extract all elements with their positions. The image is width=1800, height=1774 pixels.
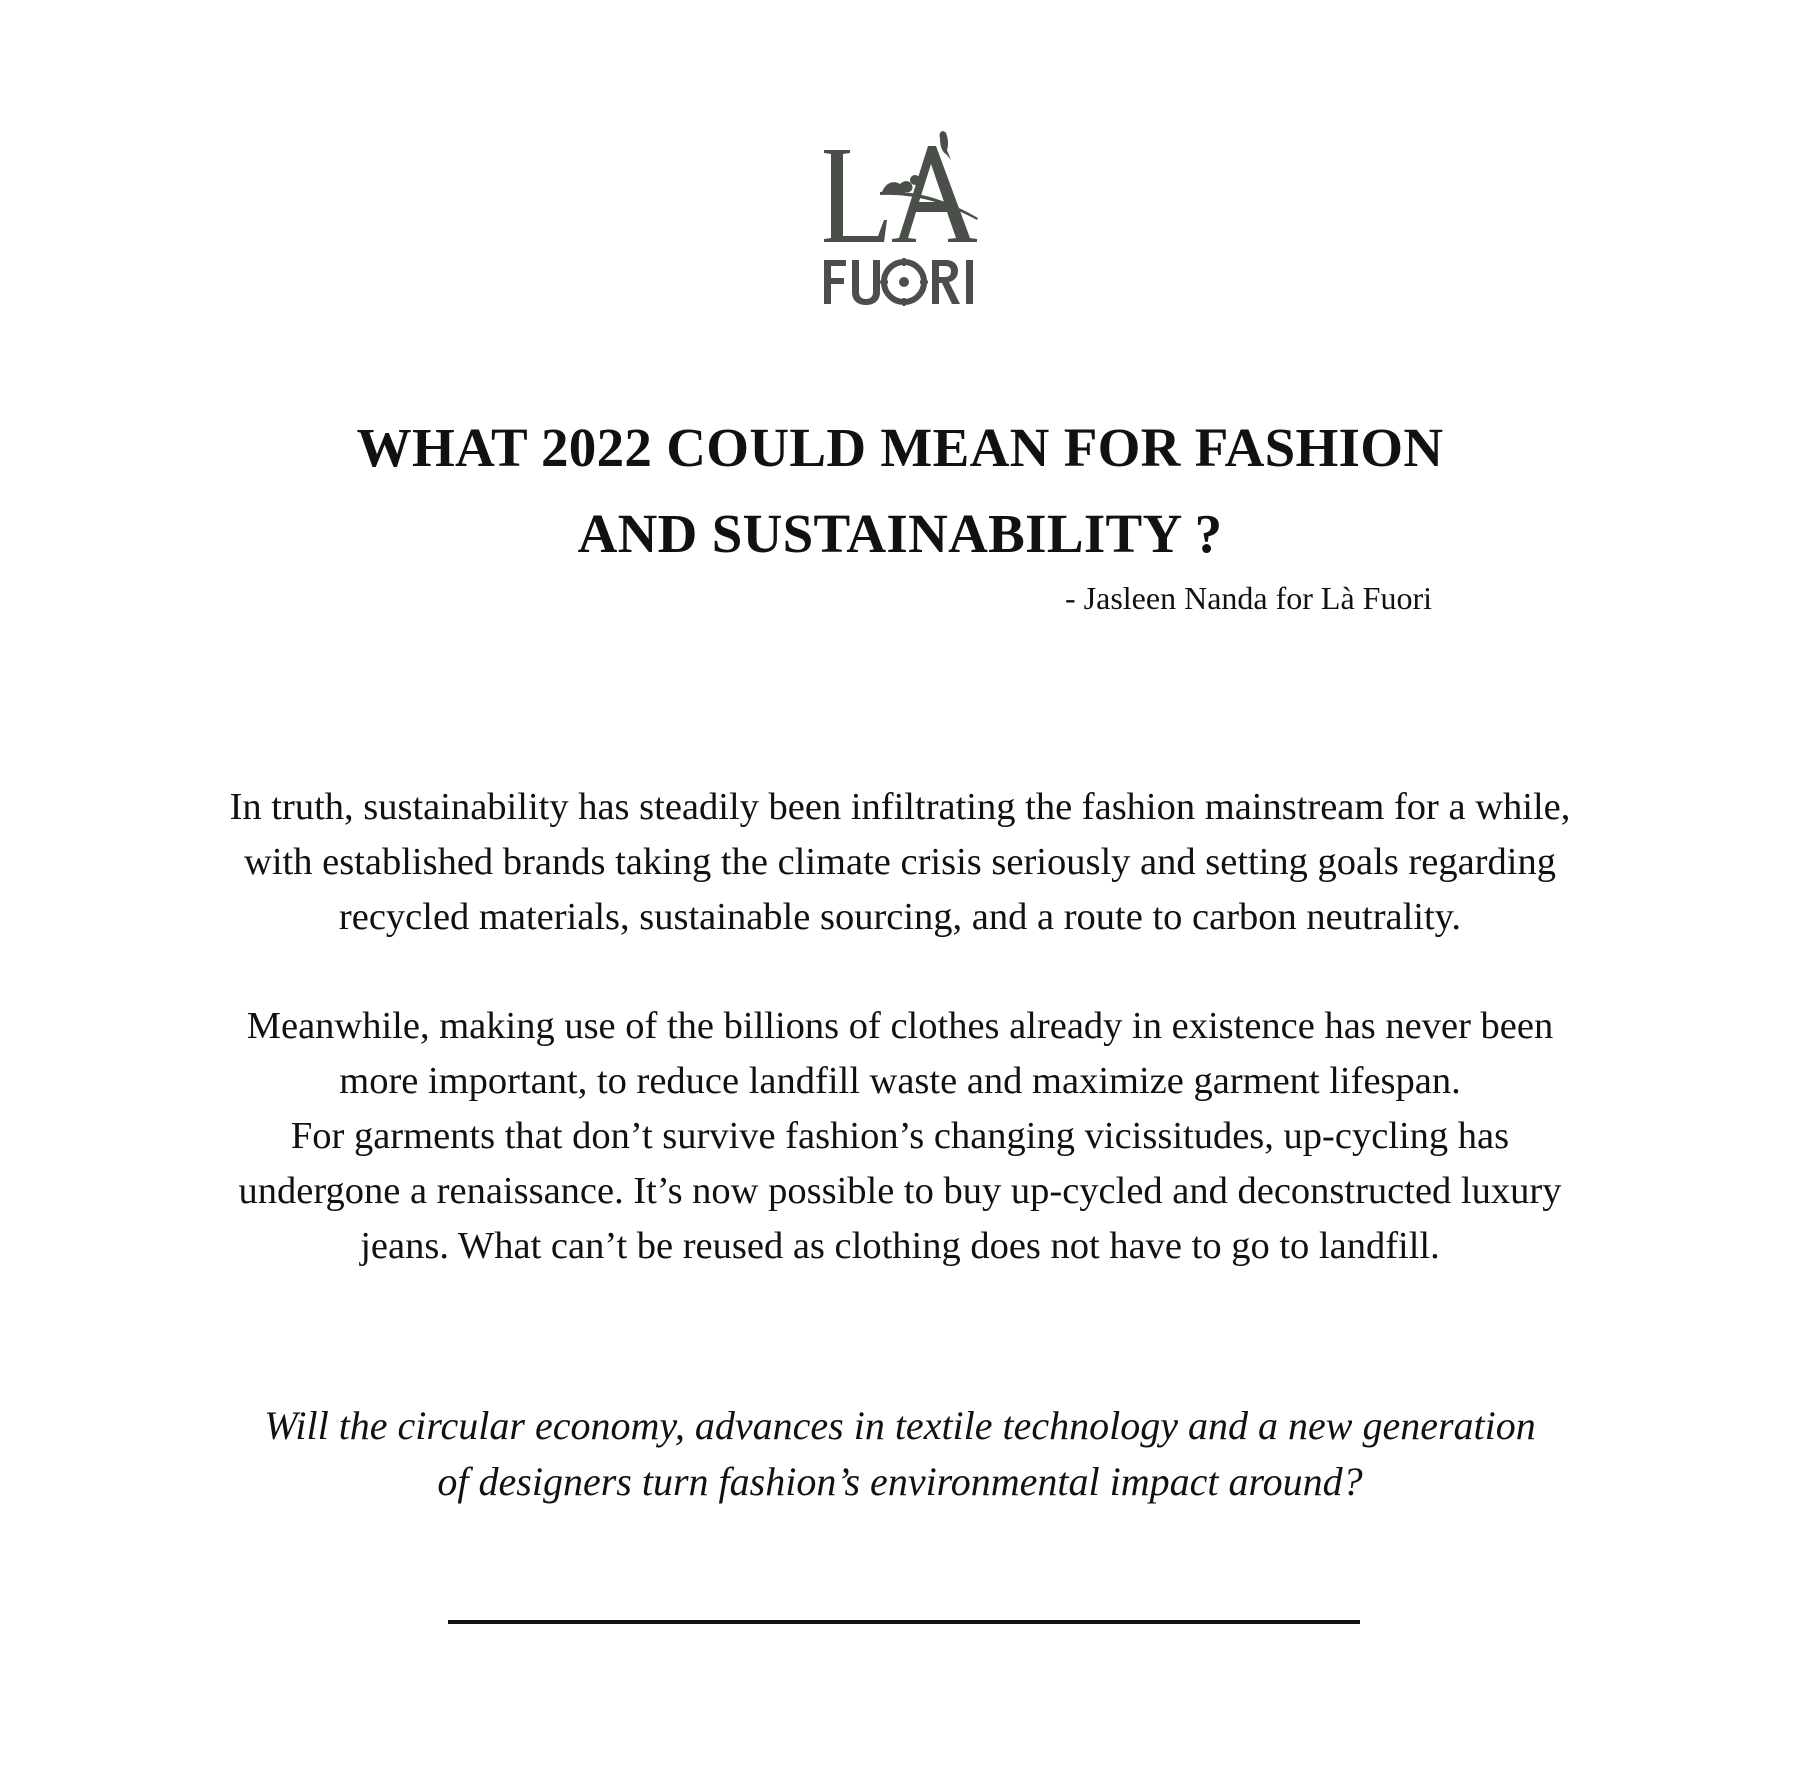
author-byline: - Jasleen Nanda for Là Fuori: [1065, 580, 1432, 616]
paragraph-line: Meanwhile, making use of the billions of clothes already in existence has never been: [246, 1005, 1554, 1047]
title-line-1: WHAT 2022 COULD MEAN FOR FASHION: [356, 417, 1444, 478]
question-line: of designers turn fashion’s environmental impact around?: [437, 1459, 1363, 1504]
paragraph-line: recycled materials, sustainable sourcing, and a route to carbon neutrality.: [338, 896, 1462, 938]
paragraph-1: [0, 780, 1800, 945]
paragraph-2: [0, 999, 1800, 1274]
closing-question: [0, 1398, 1800, 1510]
paragraph-line: For garments that don’t survive fashion’s changing vicissitudes, up-cycling has: [290, 1115, 1510, 1157]
paragraph-line: with established brands taking the climate crisis seriously and setting goals regarding: [244, 841, 1556, 883]
paragraph-line: more important, to reduce landfill waste and maximize garment lifespan.: [339, 1060, 1461, 1102]
la-fuori-logo-icon: [820, 130, 990, 310]
divider-line: [448, 1620, 1360, 1624]
title-line-2: AND SUSTAINABILITY ?: [577, 503, 1223, 564]
paragraph-line: jeans. What can’t be reused as clothing does not have to go to landfill.: [360, 1225, 1440, 1267]
paragraph-line: undergone a renaissance. It’s now possible to buy up-cycled and deconstructed luxury: [238, 1170, 1562, 1212]
article-title: [0, 405, 1800, 577]
brand-logo: [820, 130, 990, 310]
question-line: Will the circular economy, advances in textile technology and a new generation: [264, 1403, 1536, 1448]
paragraph-line: In truth, sustainability has steadily been infiltrating the fashion mainstream for a while,: [229, 786, 1571, 828]
